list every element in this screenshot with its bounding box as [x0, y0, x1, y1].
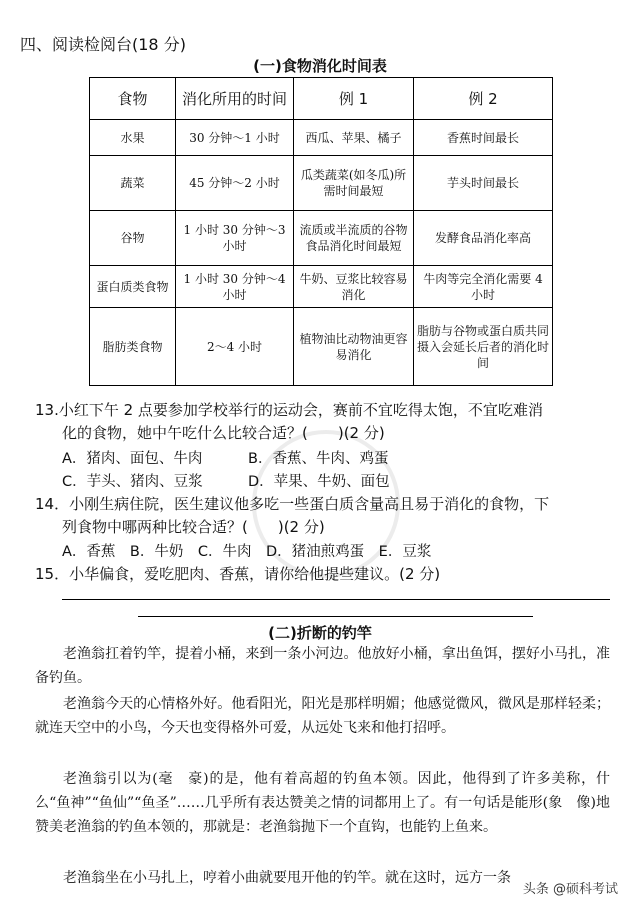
header-example-1: 例 1: [294, 78, 414, 120]
story-paragraph-1: 老渔翁扛着钓竿，提着小桶，来到一条小河边。他放好小桶，拿出鱼饵，摆好小马扎，准备钓鱼。: [35, 646, 610, 686]
answer-line-1: [62, 599, 610, 600]
story-paragraph-3: 老渔翁引以为(毫 豪)的是，他有着高超的钓鱼本领。因此，他得到了许多美称，什么“鱼神”“鱼仙”“鱼圣”……几乎所有表达赞美之情的词都用上了。有一句话是能形(象 像)地赞美老渔翁的钓鱼本领的，那就是：老渔翁抛下一个直钩，也能钓上鱼来。: [35, 771, 610, 835]
table-row: [90, 120, 553, 156]
question-14-line-1: 14．小刚生病住院，医生建议他多吃一些蛋白质含量高且易于消化的食物，下: [35, 495, 550, 513]
q13-option-a: A．猪肉、面包、牛肉: [62, 451, 203, 467]
footer-watermark: 头条 @硕科考试: [522, 882, 618, 897]
q13-option-d: D．苹果、牛奶、面包: [248, 474, 390, 490]
table-row: [90, 266, 553, 308]
table-cell: 流质或半流质的谷物食品消化时间最短: [294, 211, 414, 266]
table-cell: 蛋白质类食物: [90, 266, 176, 308]
table-cell: 谷物: [90, 211, 176, 266]
table-row: [90, 308, 553, 386]
table-cell: 芋头时间最长: [414, 156, 553, 211]
table-cell: 西瓜、苹果、橘子: [294, 120, 414, 156]
question-15: 15．小华偏食，爱吃肥肉、香蕉，请你给他提些建议。(2 分): [35, 565, 441, 583]
table-cell: 1 小时 30 分钟～3 小时: [176, 211, 294, 266]
q13-option-c: C．芋头、猪肉、豆浆: [62, 474, 203, 490]
table-cell: 1 小时 30 分钟～4 小时: [176, 266, 294, 308]
table-title: (一)食物消化时间表: [253, 57, 387, 75]
header-food: 食物: [90, 78, 176, 120]
table-cell: 牛奶、豆浆比较容易消化: [294, 266, 414, 308]
table-cell: 香蕉时间最长: [414, 120, 553, 156]
table-header-row: [90, 78, 553, 120]
table-row: [90, 156, 553, 211]
story-title: (二)折断的钓竿: [268, 624, 372, 642]
q14-options: A．香蕉 B．牛奶 C．牛肉 D．猪油煎鸡蛋 E．豆浆: [62, 544, 432, 560]
question-13-line-1: 13.小红下午 2 点要参加学校举行的运动会，赛前不宜吃得太饱，不宜吃难消: [35, 401, 543, 419]
answer-line-2: [138, 616, 533, 617]
q13-option-b: B．香蕉、牛肉、鸡蛋: [248, 451, 389, 467]
table-cell: 瓜类蔬菜(如冬瓜)所需时间最短: [294, 156, 414, 211]
question-14-line-2: 列食物中哪两种比较合适？( )(2 分): [62, 518, 325, 536]
table-cell: 蔬菜: [90, 156, 176, 211]
table-cell: 牛肉等完全消化需要 4 小时: [414, 266, 553, 308]
story-paragraph-2: 老渔翁今天的心情格外好。他看阳光，阳光是那样明媚；他感觉微风，微风是那样轻柔；就连天空中的小鸟，今天也变得格外可爱，从远处飞来和他打招呼。: [35, 696, 610, 736]
table-cell: 植物油比动物油更容易消化: [294, 308, 414, 386]
story-paragraph-4: 老渔翁坐在小马扎上，哼着小曲就要甩开他的钓竿。就在这时，远方一条: [63, 870, 511, 886]
table-cell: 脂肪类食物: [90, 308, 176, 386]
header-time: 消化所用的时间: [176, 78, 294, 120]
table-row: [90, 211, 553, 266]
table-cell: 水果: [90, 120, 176, 156]
header-example-2: 例 2: [414, 78, 553, 120]
digestion-table: [89, 77, 553, 386]
table-cell: 45 分钟～2 小时: [176, 156, 294, 211]
section-title: 四、阅读检阅台(18 分): [20, 35, 186, 54]
table-cell: 2～4 小时: [176, 308, 294, 386]
table-cell: 脂肪与谷物或蛋白质共同摄入会延长后者的消化时间: [414, 308, 553, 386]
table-cell: 30 分钟～1 小时: [176, 120, 294, 156]
question-13-line-2: 化的食物，她中午吃什么比较合适？( )(2 分): [62, 424, 385, 442]
table-cell: 发酵食品消化率高: [414, 211, 553, 266]
